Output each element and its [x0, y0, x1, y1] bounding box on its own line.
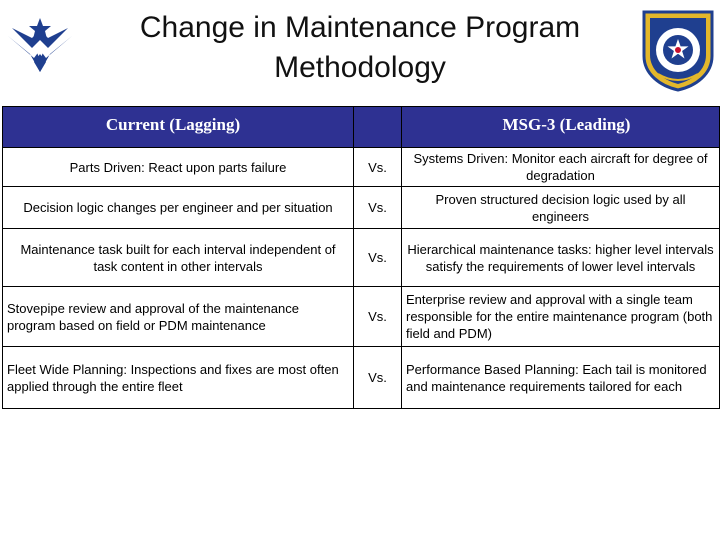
vs-cell: Vs.	[354, 229, 402, 287]
comparison-table	[2, 106, 720, 409]
table-row	[3, 187, 720, 229]
table-header-row	[3, 107, 720, 148]
vs-cell: Vs.	[354, 347, 402, 409]
msg3-cell: Hierarchical maintenance tasks: higher level intervals satisfy the requirements of lower level intervals	[402, 229, 720, 287]
header-current-label: Current (Lagging)	[105, 115, 241, 134]
table-row	[3, 229, 720, 287]
header-vs	[354, 107, 402, 148]
table-row	[3, 287, 720, 347]
wings-icon	[6, 14, 74, 82]
table-row	[3, 148, 720, 187]
current-cell: Stovepipe review and approval of the maintenance program based on field or PDM maintenance	[3, 287, 354, 347]
header-msg3	[402, 107, 720, 148]
current-cell: Parts Driven: React upon parts failure	[3, 148, 354, 187]
msg3-cell: Systems Driven: Monitor each aircraft for degree of degradation	[402, 148, 720, 187]
vs-cell: Vs.	[354, 287, 402, 347]
current-cell: Decision logic changes per engineer and per situation	[3, 187, 354, 229]
table-row	[3, 347, 720, 409]
current-cell: Maintenance task built for each interval independent of task content in other intervals	[3, 229, 354, 287]
header-current	[3, 107, 354, 148]
vs-cell: Vs.	[354, 187, 402, 229]
msg3-cell: Performance Based Planning: Each tail is monitored and maintenance requirements tailored for each	[402, 347, 720, 409]
msg3-cell: Proven structured decision logic used by all engineers	[402, 187, 720, 229]
air-force-command-shield	[638, 8, 718, 92]
header-msg3-label: MSG-3 (Leading)	[502, 115, 631, 134]
page-title	[90, 8, 630, 88]
air-force-wings-logo	[6, 14, 74, 82]
current-cell: Fleet Wide Planning: Inspections and fixes are most often applied through the entire fleet	[3, 347, 354, 409]
page-title-line-2: Methodology	[274, 51, 446, 84]
shield-icon	[638, 8, 718, 92]
page-title-line-1: Change in Maintenance Program	[139, 11, 581, 44]
vs-cell: Vs.	[354, 148, 402, 187]
msg3-cell: Enterprise review and approval with a single team responsible for the entire maintenance program (both field and PDM)	[402, 287, 720, 347]
